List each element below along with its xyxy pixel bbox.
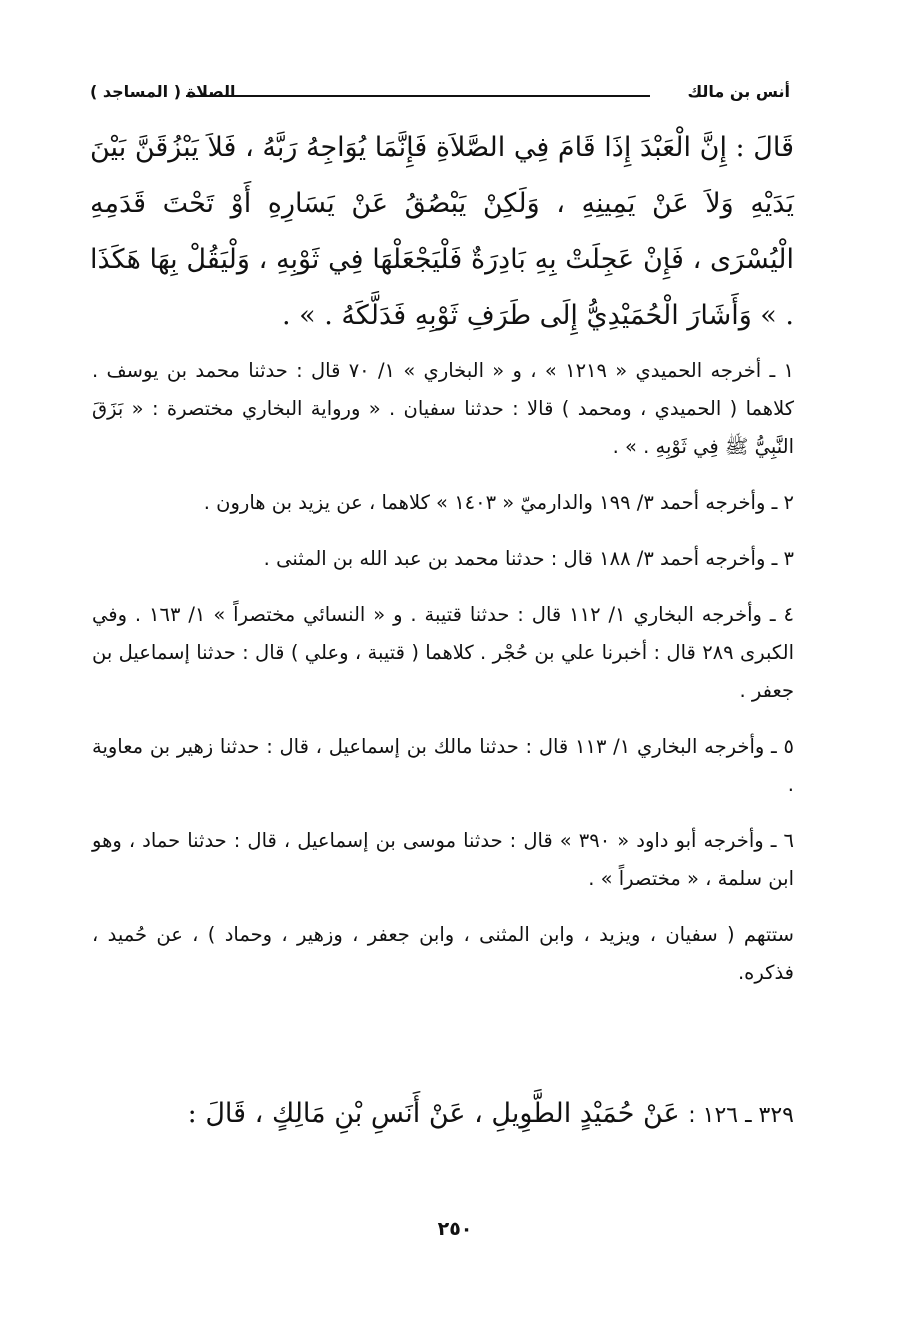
hadith-number: ٣٢٩ ـ ١٢٦ :	[688, 1103, 794, 1128]
footnote-1: ١ ـ أخرجه الحميدي « ١٢١٩ » ، و « البخاري » ١/ ٧٠ قال : حدثنا محمد بن يوسف . كلاهما ( الحميدي ، ومحمد ) قالا : حدثنا سفيان . « ورواية البخاري مختصرة : « بَزَقَ النَّبِيُّ ﷺ فِي ثَوْبِهِ . » .	[92, 359, 794, 458]
footnote-4: ٤ ـ وأخرجه البخاري ١/ ١١٢ قال : حدثنا قتيبة . و « النسائي مختصراً » ١/ ١٦٣ . وفي الكبرى ٢٨٩ قال : أخبرنا علي بن حُجْر . كلاهما ( قتيبة ، وعلي ) قال : حدثنا إسماعيل بن جعفر .	[92, 603, 794, 702]
header-rule	[186, 95, 650, 97]
footnotes	[92, 352, 794, 1010]
footnote-summary: ستتهم ( سفيان ، ويزيد ، وابن المثنى ، وابن جعفر ، وزهير ، وحماد ) ، عن حُميد ، فذكره.	[92, 923, 794, 984]
next-hadith-text: عَنْ حُمَيْدٍ الطَّوِيلِ ، عَنْ أَنَسِ بْنِ مَالِكٍ ، قَالَ :	[187, 1098, 680, 1129]
chapter-title: الصلاة ( المساجد )	[90, 82, 236, 101]
footnote-2: ٢ ـ وأخرجه أحمد ٣/ ١٩٩ والدارميّ « ١٤٠٣ » كلاهما ، عن يزيد بن هارون .	[203, 491, 794, 514]
running-header	[90, 82, 790, 108]
footnote-3: ٣ ـ وأخرجه أحمد ٣/ ١٨٨ قال : حدثنا محمد بن عبد الله بن المثنى .	[263, 547, 794, 570]
footnote-5: ٥ ـ وأخرجه البخاري ١/ ١١٣ قال : حدثنا مالك بن إسماعيل ، قال : حدثنا زهير بن معاوية .	[92, 735, 794, 796]
page-number: ٢٥٠	[437, 1218, 473, 1240]
book-title: أنس بن مالك	[687, 82, 790, 101]
footnote-6: ٦ ـ وأخرجه أبو داود « ٣٩٠ » قال : حدثنا موسى بن إسماعيل ، قال : حدثنا حماد ، وهو ابن سلمة ، « مختصراً » .	[92, 829, 794, 890]
next-hadith	[92, 1088, 794, 1142]
hadith-text: قَالَ : إِنَّ الْعَبْدَ إِذَا قَامَ فِي الصَّلاَةِ فَإِنَّمَا يُوَاجِهُ رَبَّهُ ، فَلاَ يَبْزُقَنَّ بَيْنَ يَدَيْهِ وَلاَ عَنْ يَمِينِهِ ، وَلَكِنْ يَبْصُقُ عَنْ يَسَارِهِ أَوْ تَحْتَ قَدَمِهِ الْيُسْرَى ، فَإِنْ عَجِلَتْ بِهِ بَادِرَةٌ فَلْيَجْعَلْهَا فِي ثَوْبِهِ ، وَلْيَقُلْ بِهَا هَكَذَا . » وَأَشَارَ الْحُمَيْدِيُّ إِلَى طَرَفِ ثَوْبِهِ فَدَلَّكَهُ . » .	[90, 132, 794, 331]
